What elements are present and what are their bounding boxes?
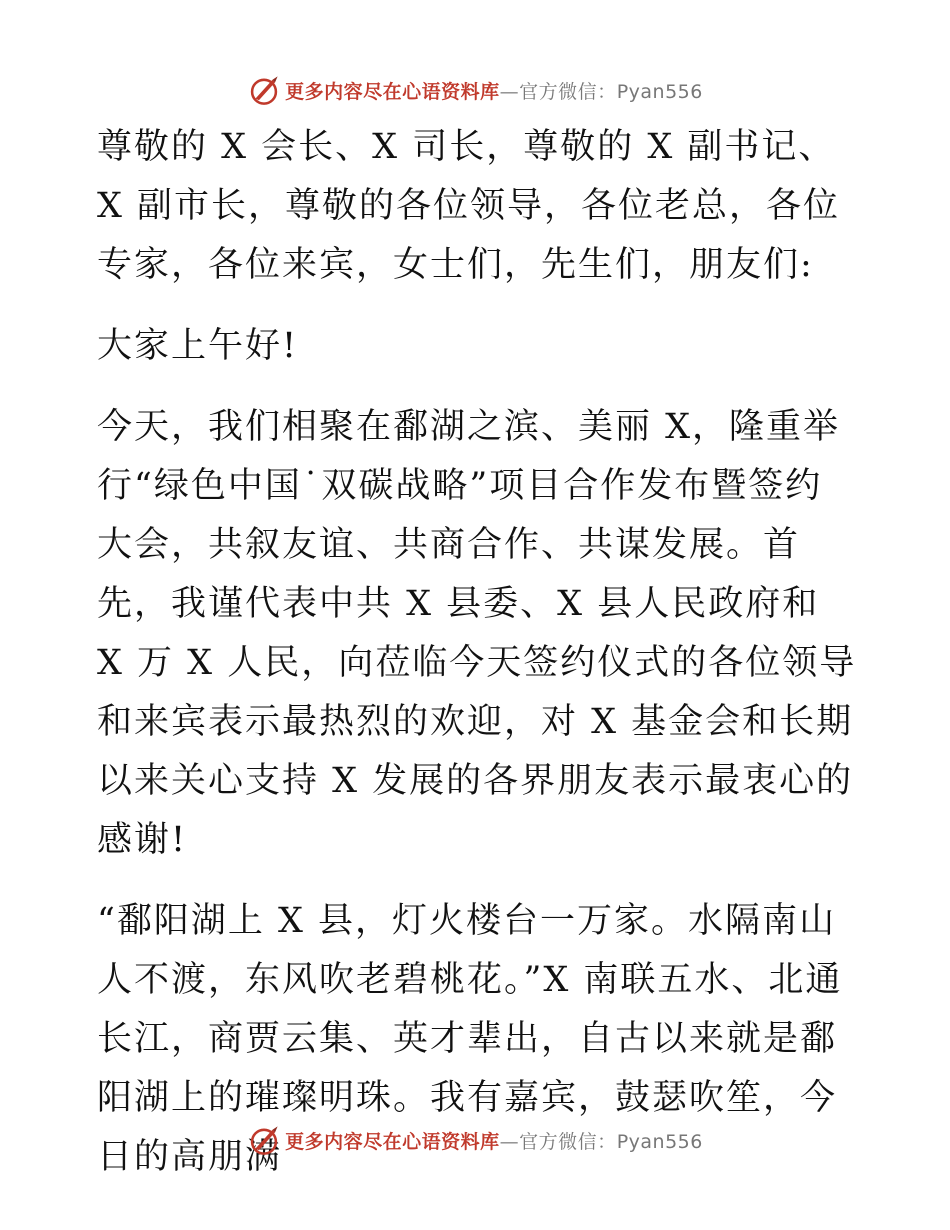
paragraph-greeting: 大家上午好! [97, 326, 299, 366]
quill-logo-icon [247, 73, 281, 107]
watermark-text: 更多内容尽在心语资料库—官方微信：Pyan556 [285, 80, 703, 103]
paragraph-poem: “鄱阳湖上 X 县，灯火楼台一万家。水隔南山人不渡，东风吹老碧桃花。”X 南联五水、北通长江，商贾云集、英才辈出，自古以来就是鄱阳湖上的璀璨明珠。我有嘉宾，鼓瑟吹笙，今日的高朋满 [97, 901, 843, 1177]
footer-watermark [0, 1120, 950, 1160]
paragraph-welcome: 今天，我们相聚在鄱湖之滨、美丽 X，隆重举行“绿色中国˙双碳战略”项目合作发布暨签约大会，共叙友谊、共商合作、共谋发展。首先，我谨代表中共 X 县委、X 县人民政府和 X 万 X 人民，向莅临今天签约仪式的各位领导和来宾表示最热烈的欢迎，对 X 基金会和长期以来关心支持 X 发展的各界朋友表示最衷心的感谢! [97, 407, 857, 860]
paragraph-salutation: 尊敬的 X 会长、X 司长，尊敬的 X 副书记、X 副市长，尊敬的各位领导，各位老总，各位专家，各位来宾，女士们，先生们，朋友们: [97, 127, 841, 285]
quill-logo-icon [247, 1123, 281, 1157]
document-body [97, 118, 857, 1209]
header-watermark [0, 70, 950, 110]
watermark-text: 更多内容尽在心语资料库—官方微信：Pyan556 [285, 1130, 703, 1153]
